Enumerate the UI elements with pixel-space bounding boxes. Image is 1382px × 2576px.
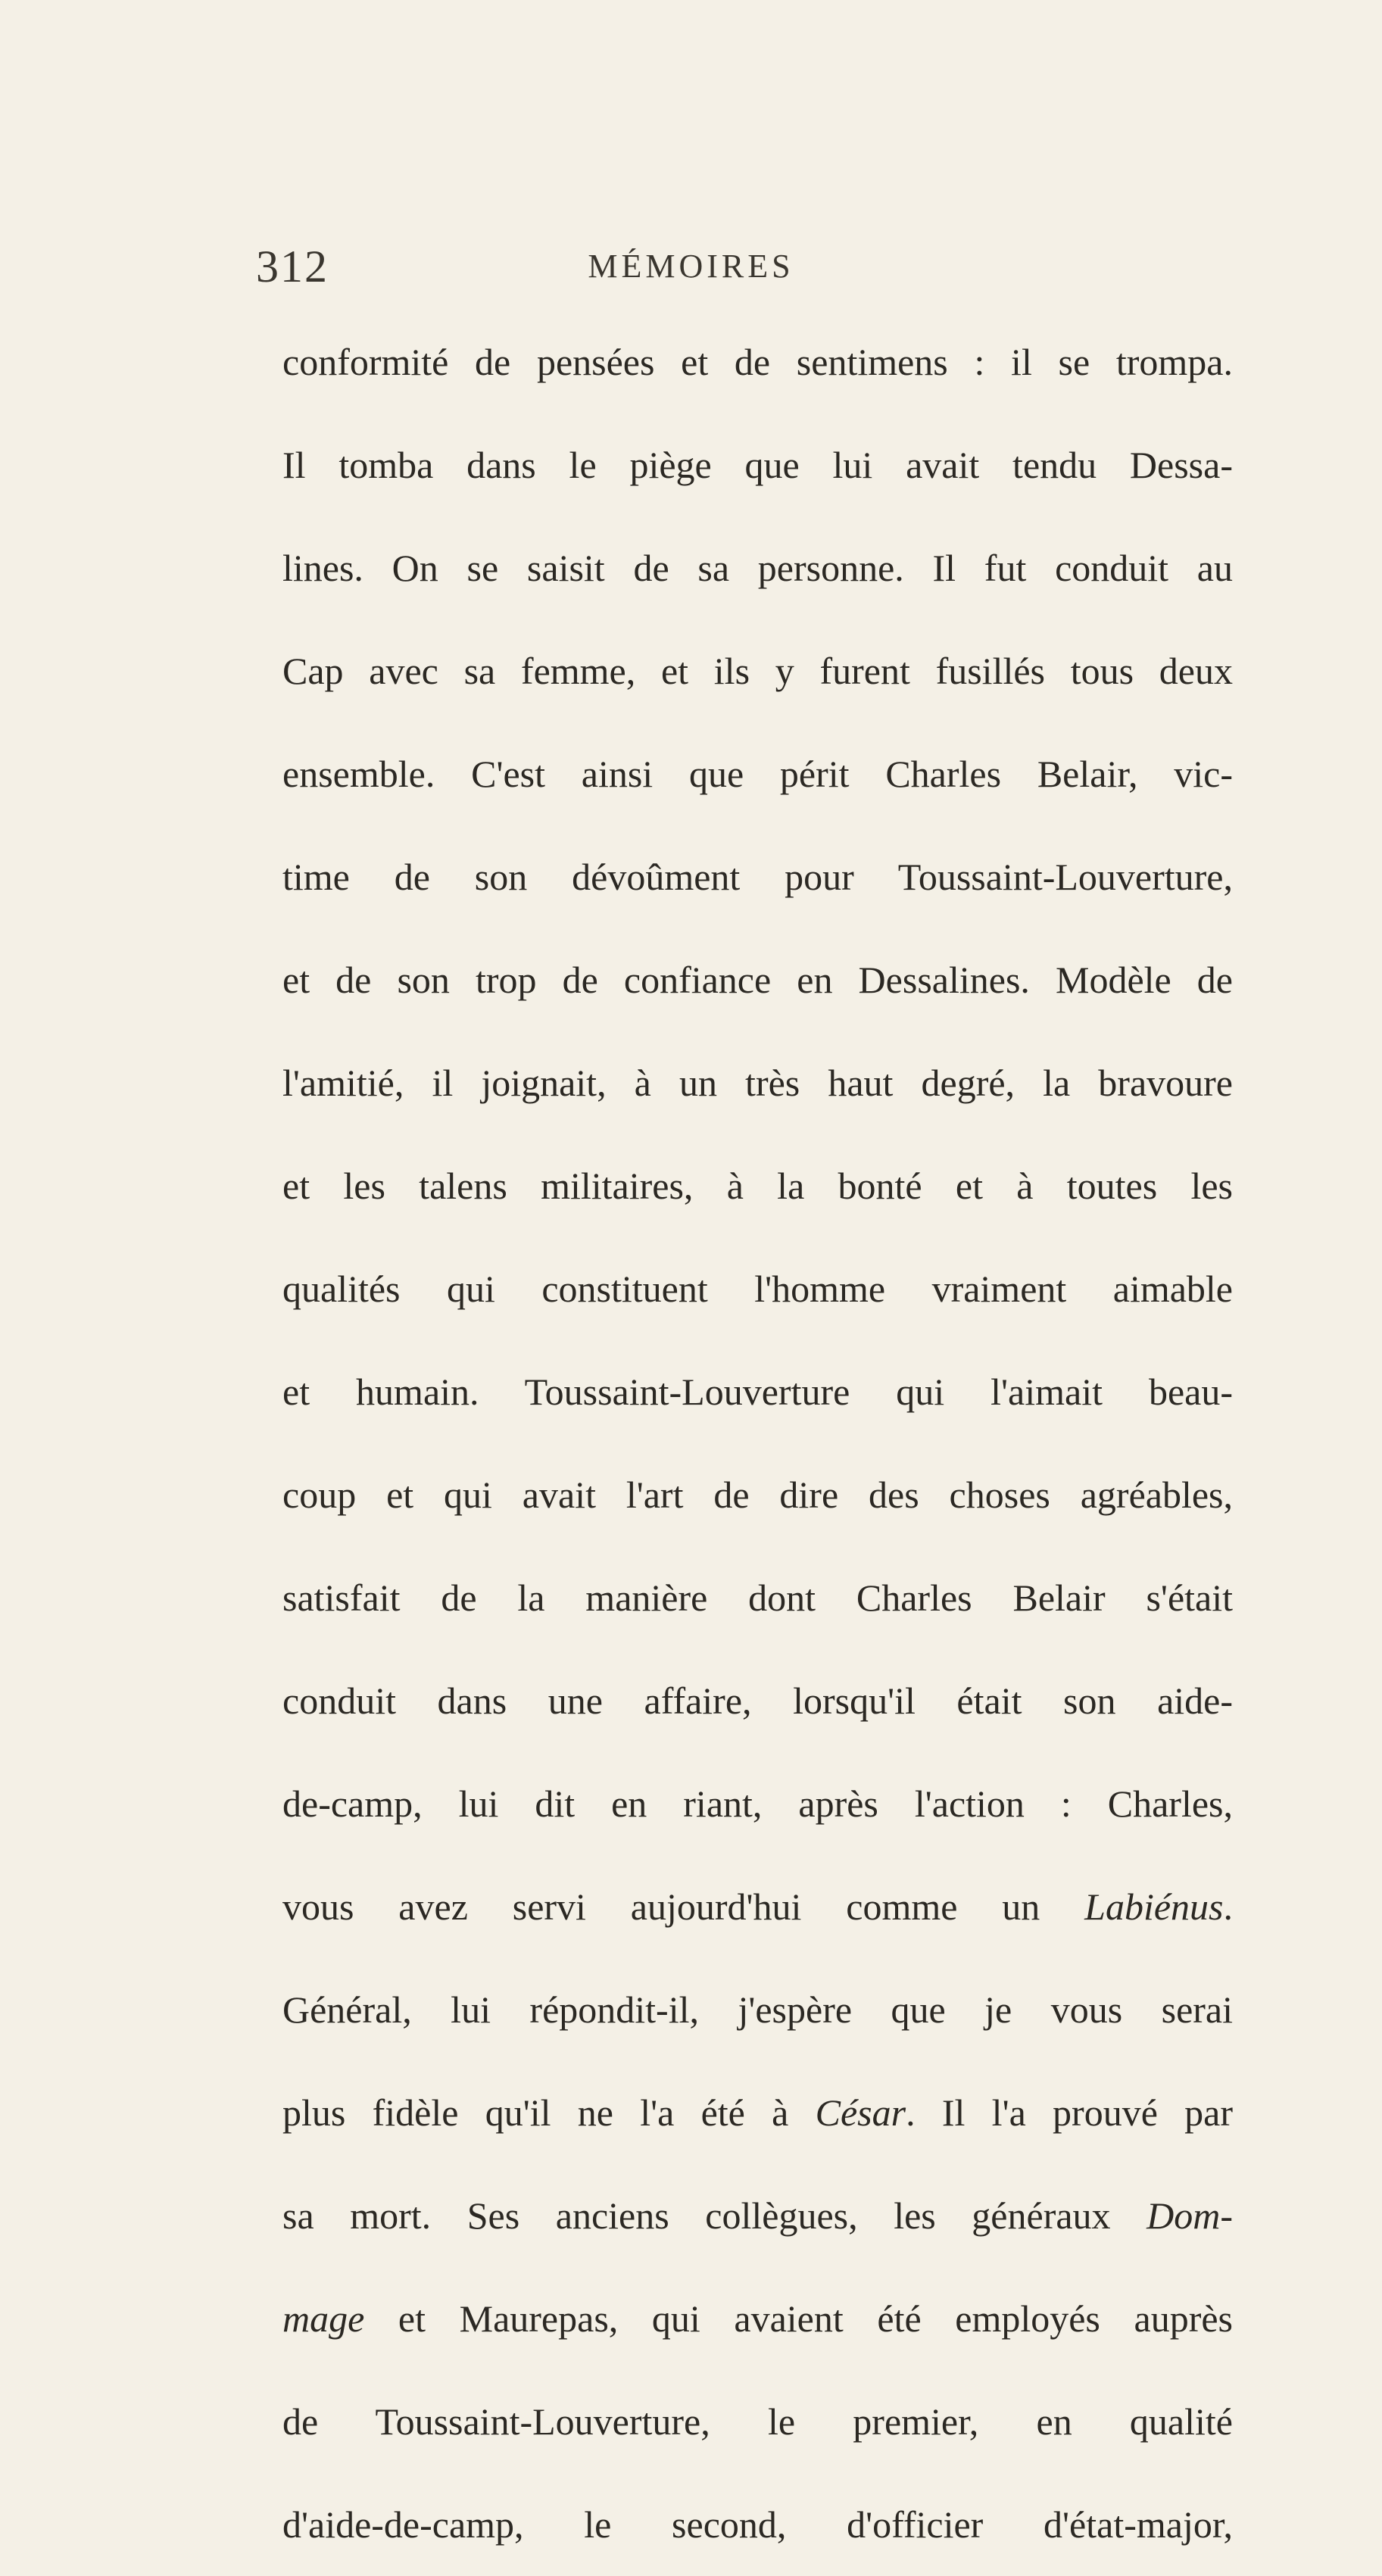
text-line: et de son trop de confiance en Dessalines. Modèle de [282, 959, 1233, 1001]
text-line: de-camp, lui dit en riant, après l'action : Charles, [282, 1782, 1233, 1825]
running-title: MÉMOIRES [588, 248, 794, 285]
italic-name: César [815, 2091, 906, 2134]
body-text [282, 310, 1233, 2576]
text-line: lines. On se saisit de sa personne. Il fut conduit au [282, 547, 1233, 589]
text-line: coup et qui avait l'art de dire des choses agréables, [282, 1474, 1233, 1516]
page-number: 312 [256, 242, 329, 292]
italic-name: Dom- [1146, 2194, 1233, 2237]
text-line: vous avez servi aujourd'hui comme un Labiénus. [282, 1885, 1233, 1928]
text-line: de Toussaint-Louverture, le premier, en qualité [282, 2400, 1233, 2443]
text-line: et humain. Toussaint-Louverture qui l'aimait beau- [282, 1371, 1233, 1413]
text-line: mage et Maurepas, qui avaient été employés auprès [282, 2297, 1233, 2340]
text-line: Général, lui répondit-il, j'espère que je vous serai [282, 1988, 1233, 2031]
text-line: ensemble. C'est ainsi que périt Charles Belair, vic- [282, 753, 1233, 795]
italic-name: Labiénus [1084, 1885, 1224, 1928]
italic-name: mage [282, 2297, 365, 2340]
text-line: sa mort. Ses anciens collègues, les généraux Dom- [282, 2194, 1233, 2237]
text-line: qualités qui constituent l'homme vraiment aimable [282, 1268, 1233, 1310]
text-line: d'aide-de-camp, le second, d'officier d'état-major, [282, 2503, 1233, 2546]
text-line: plus fidèle qu'il ne l'a été à César. Il l'a prouvé par [282, 2091, 1233, 2134]
text-line: satisfait de la manière dont Charles Belair s'était [282, 1576, 1233, 1619]
text-line: Cap avec sa femme, et ils y furent fusillés tous deux [282, 650, 1233, 692]
text-line: conformité de pensées et de sentimens : il se trompa. [282, 341, 1233, 383]
text-line: time de son dévoûment pour Toussaint-Louverture, [282, 856, 1233, 898]
text-line: l'amitié, il joignait, à un très haut degré, la bravoure [282, 1062, 1233, 1104]
text-line: et les talens militaires, à la bonté et à toutes les [282, 1165, 1233, 1207]
text-line: Il tomba dans le piège que lui avait tendu Dessa- [282, 444, 1233, 486]
text-line: conduit dans une affaire, lorsqu'il était son aide- [282, 1679, 1233, 1722]
